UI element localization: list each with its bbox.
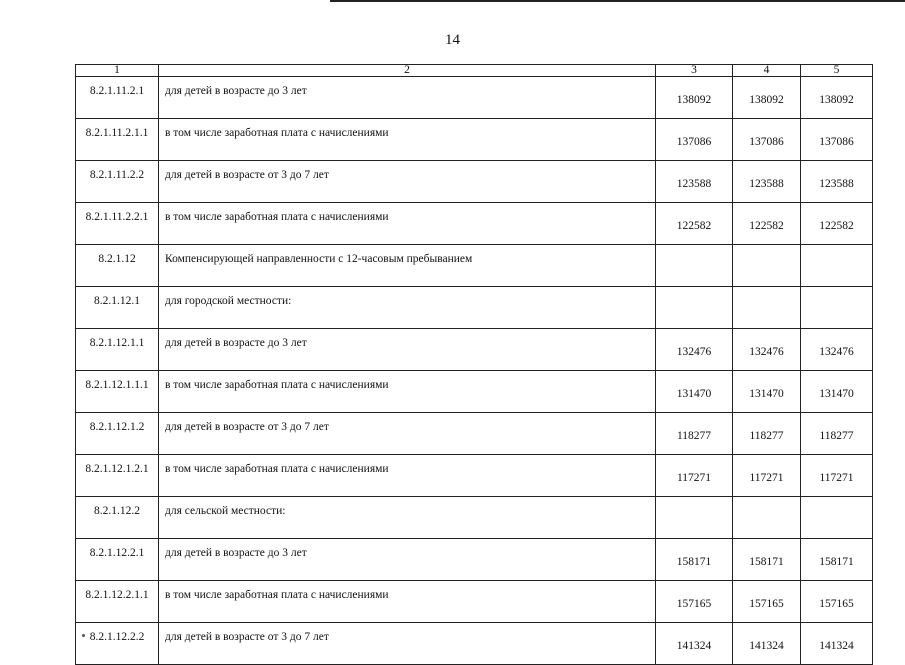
table-row [76, 413, 873, 455]
row-value-col4: 132476 [733, 329, 801, 371]
table-row [76, 119, 873, 161]
row-value-col4: 118277 [733, 413, 801, 455]
row-value-col3: 117271 [656, 455, 733, 497]
row-code: 8.2.1.12.1.2.1 [76, 455, 159, 497]
row-description: для городской местности: [159, 287, 656, 329]
row-value-col5: 118277 [801, 413, 873, 455]
row-description: в том числе заработная плата с начислениями [159, 203, 656, 245]
scan-speck [82, 634, 85, 637]
row-value-col4: 122582 [733, 203, 801, 245]
row-code: 8.2.1.12.1.1 [76, 329, 159, 371]
row-code: 8.2.1.11.2.1.1 [76, 119, 159, 161]
row-value-col4: 138092 [733, 77, 801, 119]
row-value-col3 [656, 245, 733, 287]
row-value-col5 [801, 245, 873, 287]
row-value-col5: 131470 [801, 371, 873, 413]
row-description: для детей в возрасте до 3 лет [159, 77, 656, 119]
row-code: 8.2.1.11.2.2.1 [76, 203, 159, 245]
row-code: 8.2.1.12.1.2 [76, 413, 159, 455]
row-code: 8.2.1.11.2.2 [76, 161, 159, 203]
header-col-4: 4 [733, 65, 801, 77]
row-value-col4: 157165 [733, 581, 801, 623]
row-value-col4: 131470 [733, 371, 801, 413]
table-row [76, 455, 873, 497]
row-code: 8.2.1.12.2.1.1 [76, 581, 159, 623]
row-value-col5: 138092 [801, 77, 873, 119]
row-value-col4: 158171 [733, 539, 801, 581]
table-row [76, 287, 873, 329]
row-value-col3 [656, 287, 733, 329]
row-code: 8.2.1.12.2.1 [76, 539, 159, 581]
row-description: для детей в возрасте до 3 лет [159, 539, 656, 581]
row-value-col3: 132476 [656, 329, 733, 371]
table-row [76, 581, 873, 623]
row-code: 8.2.1.11.2.1 [76, 77, 159, 119]
row-value-col3: 158171 [656, 539, 733, 581]
header-col-5: 5 [801, 65, 873, 77]
row-value-col5: 123588 [801, 161, 873, 203]
page-number: 14 [445, 32, 460, 48]
header-row [76, 65, 873, 77]
row-value-col4: 123588 [733, 161, 801, 203]
table-row [76, 539, 873, 581]
row-value-col5 [801, 287, 873, 329]
row-value-col5: 137086 [801, 119, 873, 161]
row-description: для детей в возрасте от 3 до 7 лет [159, 161, 656, 203]
table-row [76, 161, 873, 203]
row-value-col3: 123588 [656, 161, 733, 203]
row-value-col5: 141324 [801, 623, 873, 665]
row-code: 8.2.1.12.1.1.1 [76, 371, 159, 413]
row-value-col3: 131470 [656, 371, 733, 413]
header-col-2: 2 [159, 65, 656, 77]
row-description: Компенсирующей направленности с 12-часовым пребыванием [159, 245, 656, 287]
row-value-col5: 122582 [801, 203, 873, 245]
row-code: 8.2.1.12.1 [76, 287, 159, 329]
row-value-col4 [733, 245, 801, 287]
row-code: 8.2.1.12 [76, 245, 159, 287]
row-description: для детей в возрасте от 3 до 7 лет [159, 623, 656, 665]
table-row [76, 623, 873, 665]
top-border-line [330, 0, 905, 2]
row-value-col5: 117271 [801, 455, 873, 497]
row-value-col4: 117271 [733, 455, 801, 497]
row-value-col4: 141324 [733, 623, 801, 665]
table-row [76, 245, 873, 287]
row-value-col5: 158171 [801, 539, 873, 581]
table-row [76, 77, 873, 119]
row-value-col5: 132476 [801, 329, 873, 371]
tariff-table [75, 64, 873, 665]
row-value-col3: 137086 [656, 119, 733, 161]
row-description: в том числе заработная плата с начислениями [159, 581, 656, 623]
table-row [76, 371, 873, 413]
header-col-3: 3 [656, 65, 733, 77]
row-code: 8.2.1.12.2 [76, 497, 159, 539]
row-description: для детей в возрасте до 3 лет [159, 329, 656, 371]
row-value-col3: 141324 [656, 623, 733, 665]
header-col-1: 1 [76, 65, 159, 77]
row-description: в том числе заработная плата с начислениями [159, 455, 656, 497]
row-value-col3: 157165 [656, 581, 733, 623]
table-row [76, 203, 873, 245]
row-value-col5 [801, 497, 873, 539]
row-description: в том числе заработная плата с начислениями [159, 119, 656, 161]
row-value-col5: 157165 [801, 581, 873, 623]
row-value-col4 [733, 497, 801, 539]
row-code: 8.2.1.12.2.2 [76, 623, 159, 665]
row-value-col3: 122582 [656, 203, 733, 245]
row-value-col3: 118277 [656, 413, 733, 455]
row-value-col4: 137086 [733, 119, 801, 161]
row-value-col3 [656, 497, 733, 539]
table-body [76, 77, 873, 665]
row-description: в том числе заработная плата с начислениями [159, 371, 656, 413]
row-description: для детей в возрасте от 3 до 7 лет [159, 413, 656, 455]
row-description: для сельской местности: [159, 497, 656, 539]
row-value-col3: 138092 [656, 77, 733, 119]
table-row [76, 329, 873, 371]
table-row [76, 497, 873, 539]
row-value-col4 [733, 287, 801, 329]
